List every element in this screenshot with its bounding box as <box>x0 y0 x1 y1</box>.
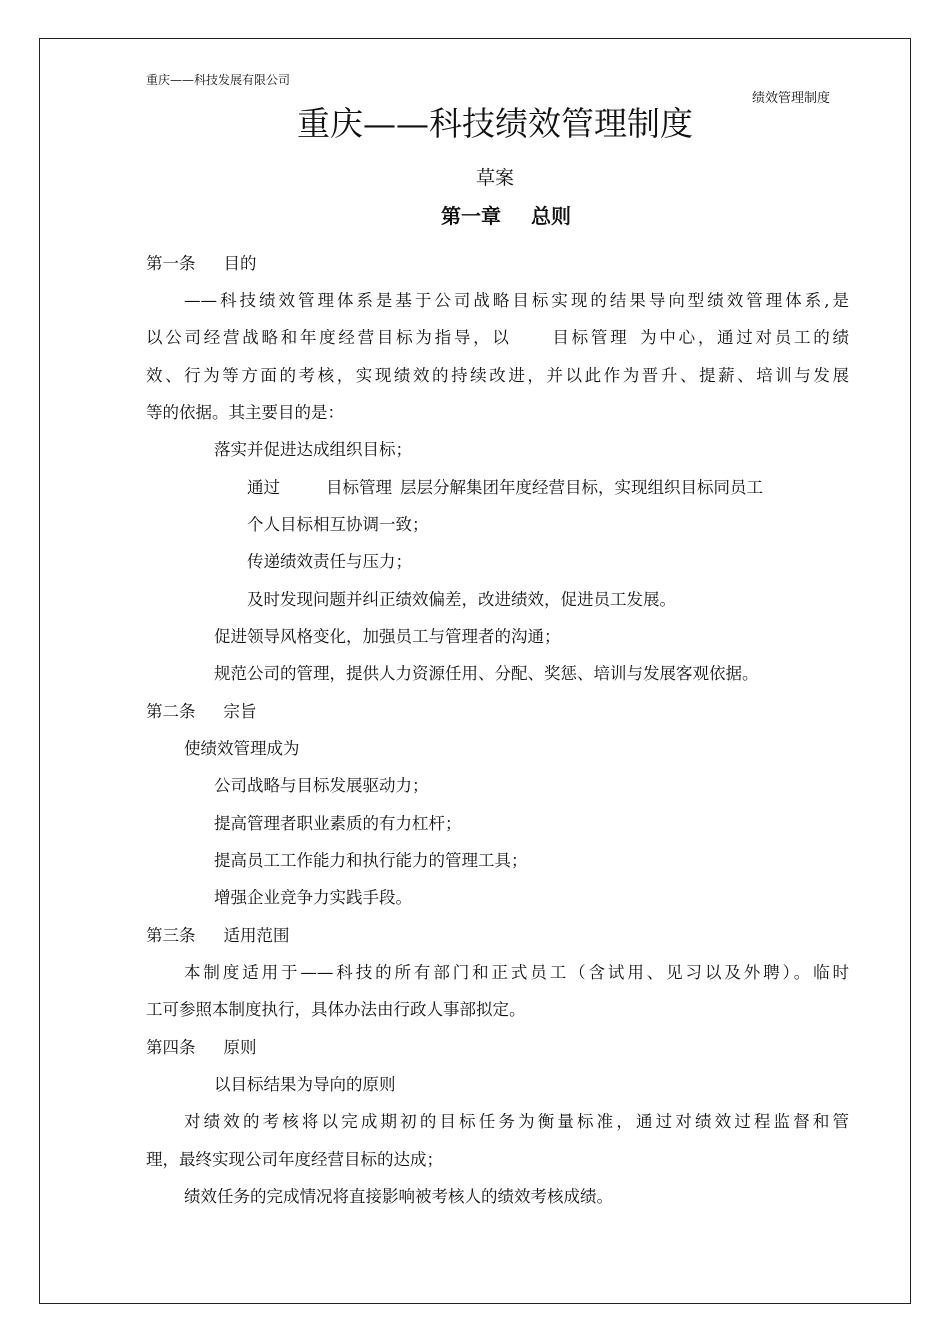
paragraph-line: ——科技绩效管理体系是基于公司战略目标实现的结果导向型绩效管理体系,是 <box>184 291 849 310</box>
header-doc-name: 绩效管理制度 <box>752 91 831 106</box>
list-item: 提高员工工作能力和执行能力的管理工具； <box>214 851 528 870</box>
chapter-heading <box>0 201 950 231</box>
paragraph-line: 对绩效的考核将以完成期初的目标任务为衡量标准，通过对绩效过程监督和管 <box>184 1112 849 1131</box>
list-item: 增强企业竞争力实践手段。 <box>214 888 412 907</box>
list-item: 提高管理者职业素质的有力杠杆； <box>214 814 462 833</box>
paragraph-line: 使绩效管理成为 <box>184 739 300 758</box>
chapter-name: 总则 <box>531 204 571 228</box>
article-title: 适用范围 <box>223 926 290 945</box>
paragraph-line: 效、行为等方面的考核，实现绩效的持续改进，并以此作为晋升、提薪、培训与发展 <box>146 366 849 385</box>
document-title: 重庆——科技绩效管理制度 <box>297 104 693 143</box>
sub-list-item: 及时发现问题并纠正绩效偏差，改进绩效，促进员工发展。 <box>247 590 676 609</box>
article-2-heading <box>146 700 257 724</box>
chapter-number: 第一章 <box>441 204 501 228</box>
article-1-heading <box>146 252 257 276</box>
list-item: 以目标结果为导向的原则 <box>214 1075 396 1094</box>
article-title: 原则 <box>223 1038 257 1057</box>
text-run: 目标管理 <box>326 478 392 497</box>
article-number: 第四条 <box>146 1038 196 1057</box>
text-run: 层层分解集团年度经营目标，实现组织目标同员工 <box>400 478 763 497</box>
paragraph-line: 理，最终实现公司年度经营目标的达成； <box>146 1150 443 1169</box>
article-3-heading <box>146 924 290 948</box>
list-item: 公司战略与目标发展驱动力； <box>214 776 429 795</box>
header-company: 重庆——科技发展有限公司 <box>146 73 291 87</box>
document-subtitle: 草案 <box>475 167 514 189</box>
article-4-heading <box>146 1036 257 1060</box>
text-run: 以公司经营战略和年度经营目标为指导，以 <box>146 328 512 347</box>
list-item: 落实并促进达成组织目标； <box>214 440 412 459</box>
sub-list-item <box>247 476 763 500</box>
article-number: 第二条 <box>146 702 196 721</box>
list-item: 规范公司的管理，提供人力资源任用、分配、奖惩、培训与发展客观依据。 <box>214 664 759 683</box>
paragraph-line: 工可参照本制度执行，具体办法由行政人事部拟定。 <box>146 1000 526 1019</box>
article-title: 目的 <box>223 254 257 273</box>
paragraph-line: 等的依据。其主要目的是： <box>146 403 344 422</box>
text-run: 为中心，通过对员工的绩 <box>637 328 850 347</box>
article-number: 第三条 <box>146 926 196 945</box>
article-number: 第一条 <box>146 254 196 273</box>
sub-list-item: 个人目标相互协调一致； <box>247 515 429 534</box>
paragraph-line <box>146 326 849 350</box>
text-run: 通过 <box>247 478 280 497</box>
paragraph-line: 绩效任务的完成情况将直接影响被考核人的绩效考核成绩。 <box>184 1187 613 1206</box>
list-item: 促进领导风格变化，加强员工与管理者的沟通； <box>214 627 561 646</box>
sub-list-item: 传递绩效责任与压力； <box>247 552 412 571</box>
paragraph-line: 本制度适用于——科技的所有部门和正式员工（含试用、见习以及外聘）。临时 <box>184 963 849 982</box>
text-run: 目标管理 <box>549 328 630 347</box>
article-title: 宗旨 <box>223 702 257 721</box>
